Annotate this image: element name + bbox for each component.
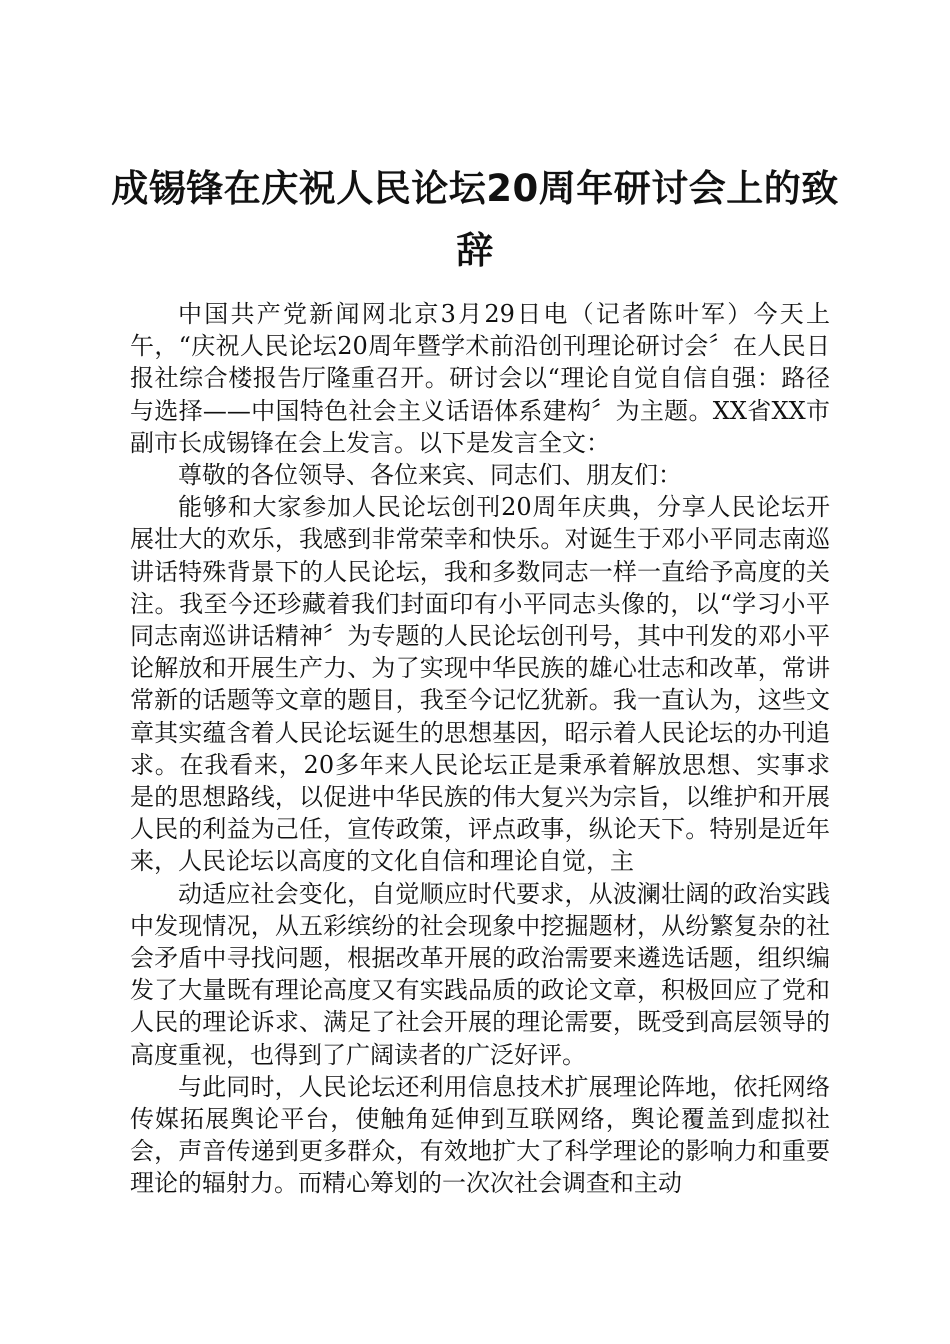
paragraph-body-2: 动适应社会变化，自觉顺应时代要求，从波澜壮阔的政治实践中发现情况，从五彩缤纷的社会现象中挖掘题材，从纷繁复杂的社会矛盾中寻找问题，根据改革开展的政治需要来遴选话题，组织编发了大量既有理论高度又有实践品质的政论文章，积极回应了党和人民的理论诉求、满足了社会开展的理论需要，既受到高层领导的高度重视，也得到了广阔读者的广泛好评。: [130, 879, 830, 1069]
paragraph-body-3: 与此同时，人民论坛还利用信息技术扩展理论阵地，依托网络传媒拓展舆论平台，使触角延伸到互联网络，舆论覆盖到虚拟社会，声音传递到更多群众，有效地扩大了科学理论的影响力和重要理论的辐射力。而精心筹划的一次次社会调查和主动: [130, 1072, 830, 1198]
document-title: 成锡锋在庆祝人民论坛20周年研讨会上的致辞: [111, 167, 839, 272]
paragraph-salutation: 尊敬的各位领导、各位来宾、同志们、朋友们：: [178, 461, 682, 490]
paragraph-body-1: 能够和大家参加人民论坛创刊20周年庆典，分享人民论坛开展壮大的欢乐，我感到非常荣幸和快乐。对诞生于邓小平同志南巡讲话特殊背景下的人民论坛，我和多数同志一样一直给予高度的关注。我至今还珍藏着我们封面印有小平同志头像的，以“学习小平同志南巡讲话精神〞为专题的人民论坛创刊号，其中刊发的邓小平论解放和开展生产力、为了实现中华民族的雄心壮志和改革，常讲常新的话题等文章的题目，我至今记忆犹新。我一直认为，这些文章其实蕴含着人民论坛诞生的思想基因，昭示着人民论坛的办刊追求。在我看来，20多年来人民论坛正是秉承着解放思想、实事求是的思想路线，以促进中华民族的伟大复兴为宗旨，以维护和开展人民的利益为己任，宣传政策，评点政事，纵论天下。特别是近年来，人民论坛以高度的文化自信和理论自觉，主: [130, 493, 830, 876]
paragraph-intro: 中国共产党新闻网北京3月29日电（记者陈叶军）今天上午，“庆祝人民论坛20周年暨学术前沿创刊理论研讨会〞在人民日报社综合楼报告厅隆重召开。研讨会以“理论自觉自信自强：路径与选择——中国特色社会主义话语体系建构〞为主题。XX省XX市副市长成锡锋在会上发言。以下是发言全文：: [130, 300, 830, 457]
document-body: [130, 298, 830, 1200]
